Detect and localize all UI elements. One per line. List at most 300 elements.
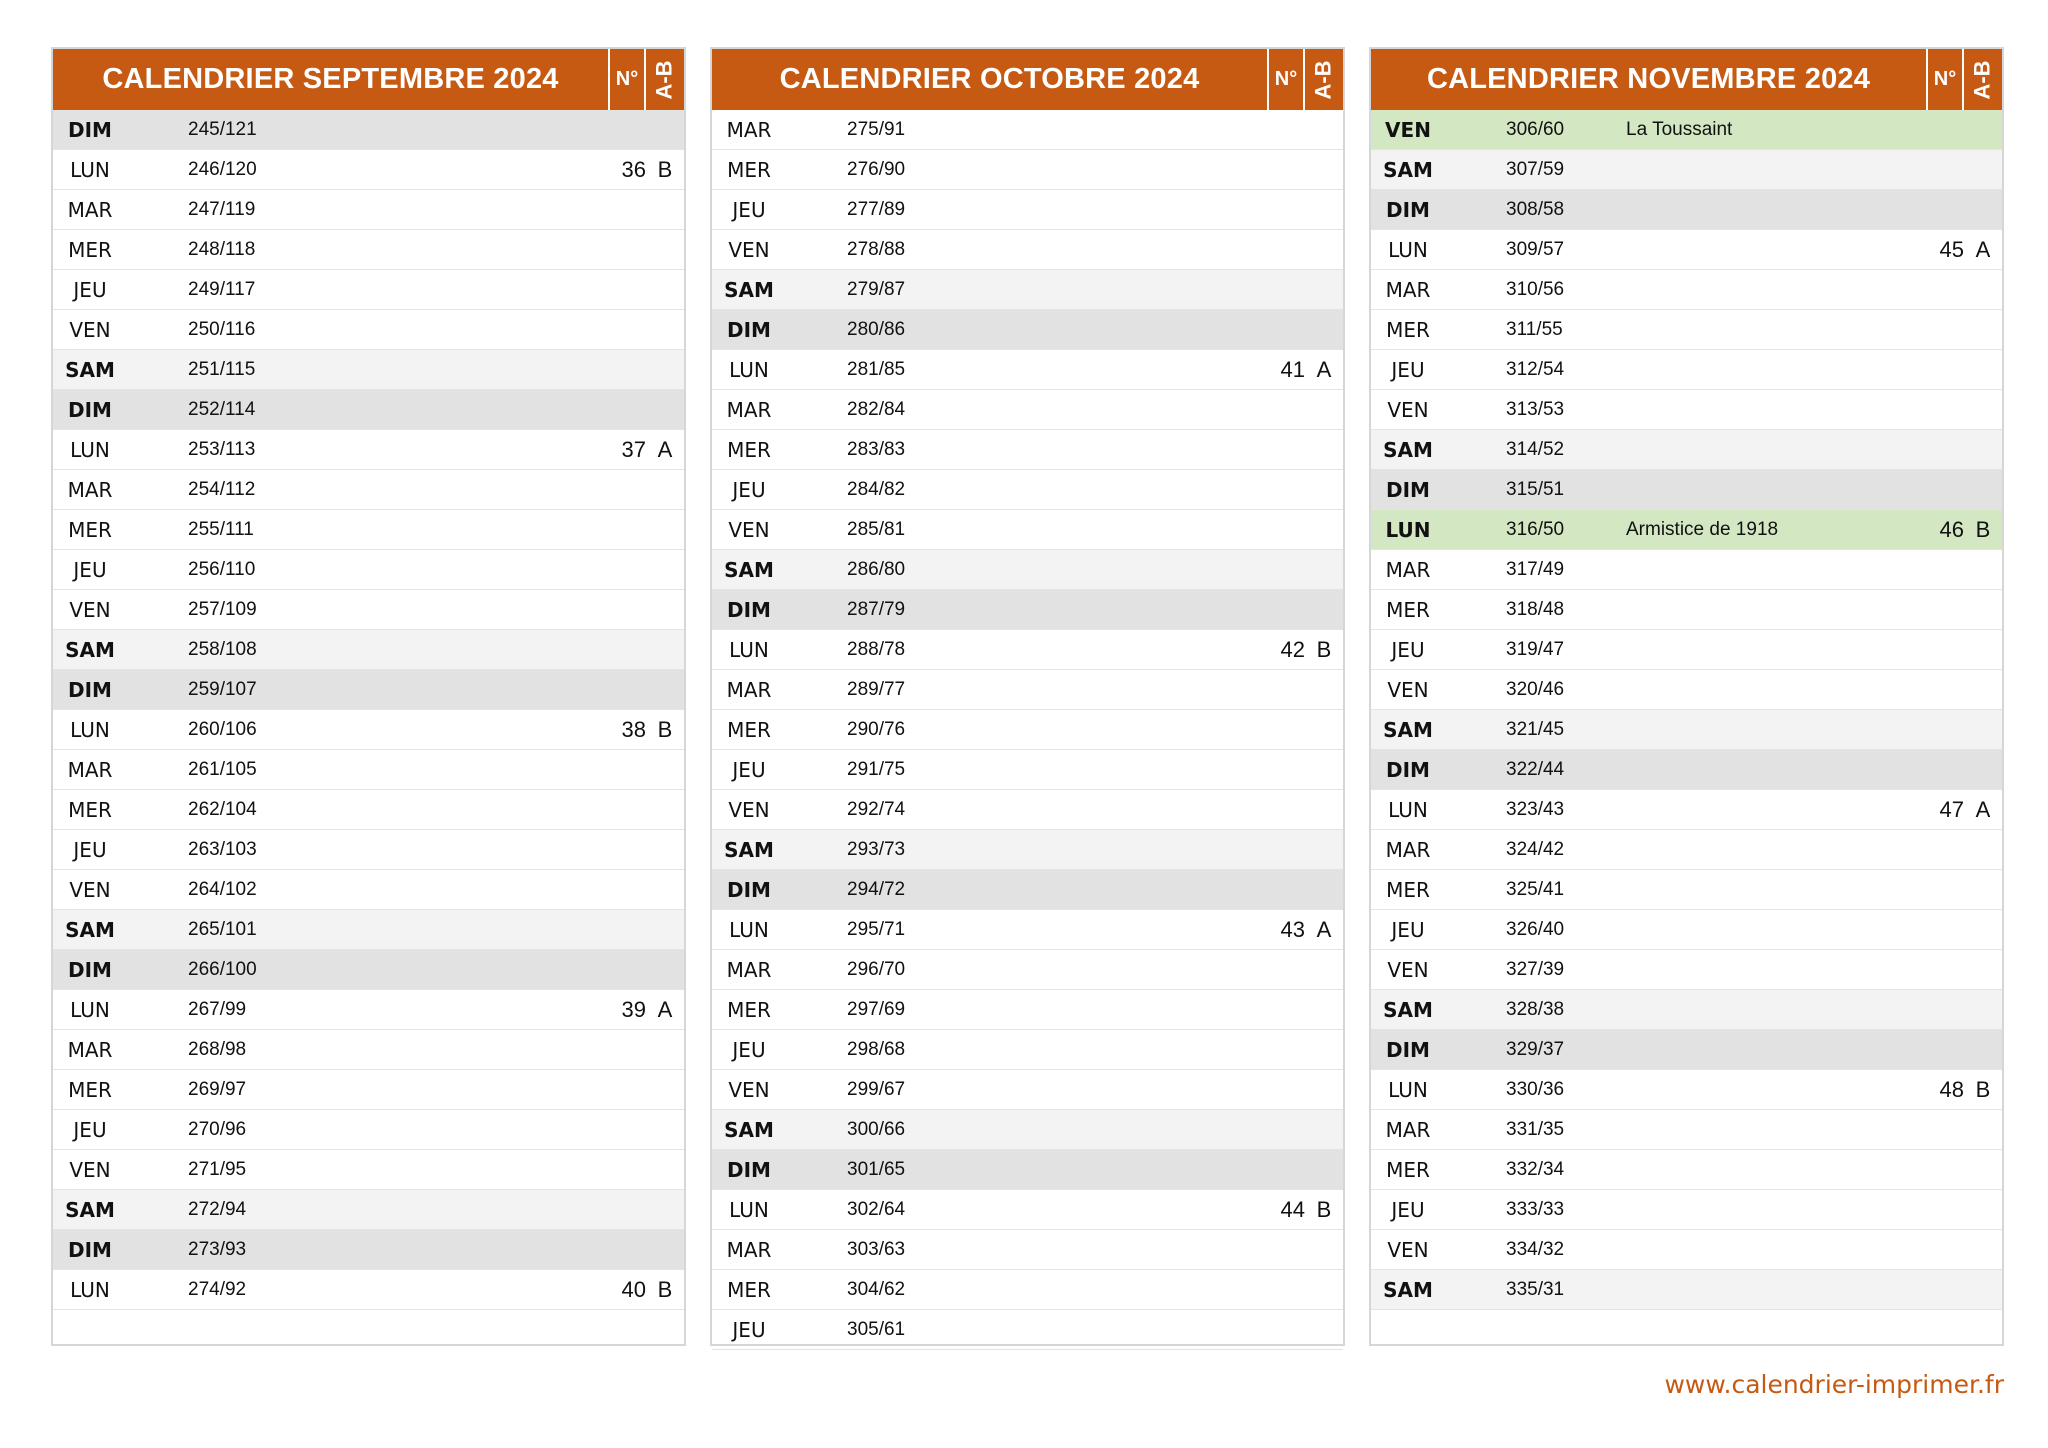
day-name: JEU (73, 277, 107, 302)
ab-week: A (657, 996, 673, 1022)
day-name: MER (727, 1277, 771, 1302)
day-name: LUN (1385, 517, 1431, 542)
ab-week: A (1316, 916, 1332, 942)
day-name: DIM (68, 677, 112, 702)
week-number: 40 (621, 1276, 646, 1302)
day-of-year: 329/37 (1506, 1038, 1565, 1060)
event-label: La Toussaint (1626, 118, 1733, 140)
day-of-year: 268/98 (188, 1038, 247, 1060)
day-of-year: 296/70 (847, 958, 906, 980)
day-name: DIM (727, 317, 771, 342)
week-number: 39 (621, 996, 646, 1022)
day-row (1371, 750, 2002, 790)
day-of-year: 293/73 (847, 838, 906, 860)
day-row (53, 630, 684, 670)
day-name: MER (1386, 317, 1430, 342)
day-row (1371, 670, 2002, 710)
day-of-year: 260/106 (188, 718, 257, 740)
day-of-year: 287/79 (847, 598, 906, 620)
day-row (1371, 190, 2002, 230)
day-of-year: 302/64 (847, 1198, 906, 1220)
day-name: JEU (732, 1037, 766, 1062)
ab-week-header: A-B (1962, 49, 2002, 110)
day-row (712, 1190, 1343, 1230)
day-row (53, 270, 684, 310)
day-of-year: 258/108 (188, 638, 257, 660)
day-name: VEN (69, 1157, 111, 1182)
day-of-year: 312/54 (1506, 358, 1565, 380)
day-of-year: 320/46 (1506, 678, 1565, 700)
month-panel-october (710, 47, 1345, 1346)
ab-week-header: A-B (644, 49, 684, 110)
week-number: 48 (1939, 1076, 1964, 1102)
day-of-year: 278/88 (847, 238, 906, 260)
week-number-header: N° (1926, 49, 1962, 110)
day-row (53, 430, 684, 470)
day-row (712, 1310, 1343, 1350)
day-of-year: 305/61 (847, 1318, 906, 1340)
day-name: MER (68, 1077, 112, 1102)
day-name: LUN (70, 437, 110, 462)
day-name: LUN (729, 357, 769, 382)
day-of-year: 304/62 (847, 1278, 906, 1300)
day-of-year: 295/71 (847, 918, 906, 940)
day-row (53, 1230, 684, 1270)
day-row (53, 950, 684, 990)
day-name: DIM (68, 397, 112, 422)
day-row (1371, 310, 2002, 350)
day-of-year: 251/115 (188, 358, 256, 380)
footer-website-link[interactable]: www.calendrier-imprimer.fr (1664, 1370, 2004, 1399)
day-of-year: 300/66 (847, 1118, 906, 1140)
day-row (1371, 350, 2002, 390)
day-of-year: 309/57 (1506, 238, 1565, 260)
day-row (1371, 470, 2002, 510)
day-of-year: 310/56 (1506, 278, 1565, 300)
day-name: MER (68, 237, 112, 262)
day-row (712, 270, 1343, 310)
day-name: JEU (1391, 357, 1425, 382)
day-row (53, 1190, 684, 1230)
day-of-year: 246/120 (188, 158, 257, 180)
day-of-year: 275/91 (847, 118, 906, 140)
day-name: VEN (728, 237, 770, 262)
day-name: VEN (69, 597, 111, 622)
day-name: VEN (1387, 957, 1429, 982)
day-of-year: 269/97 (188, 1078, 247, 1100)
day-of-year: 286/80 (847, 558, 906, 580)
day-of-year: 314/52 (1506, 438, 1565, 460)
day-of-year: 245/121 (188, 118, 257, 140)
day-row (712, 510, 1343, 550)
day-name: MER (68, 517, 112, 542)
day-row (1371, 1150, 2002, 1190)
day-of-year: 316/50 (1506, 518, 1565, 540)
week-number-header: N° (1267, 49, 1303, 110)
day-name: VEN (69, 877, 111, 902)
day-row (712, 630, 1343, 670)
day-of-year: 276/90 (847, 158, 906, 180)
day-row (1371, 1070, 2002, 1110)
day-row (1371, 1030, 2002, 1070)
day-name: SAM (1383, 437, 1433, 462)
day-row (1371, 430, 2002, 470)
day-name: MAR (1385, 277, 1431, 302)
day-row (712, 230, 1343, 270)
day-of-year: 330/36 (1506, 1078, 1565, 1100)
empty-row (53, 1310, 684, 1350)
day-of-year: 331/35 (1506, 1118, 1565, 1140)
day-name: MAR (1385, 557, 1431, 582)
month-panel-november (1369, 47, 2004, 1346)
day-of-year: 256/110 (188, 558, 256, 580)
day-of-year: 282/84 (847, 398, 906, 420)
day-name: SAM (65, 917, 115, 942)
day-of-year: 325/41 (1506, 878, 1565, 900)
day-of-year: 285/81 (847, 518, 906, 540)
ab-week: A (1316, 356, 1332, 382)
day-of-year: 306/60 (1506, 118, 1565, 140)
day-name: LUN (70, 717, 110, 742)
week-number: 38 (621, 716, 646, 742)
day-of-year: 299/67 (847, 1078, 906, 1100)
day-name: JEU (1391, 1197, 1425, 1222)
day-of-year: 273/93 (188, 1238, 247, 1260)
day-name: DIM (1386, 1037, 1430, 1062)
event-label: Armistice de 1918 (1626, 518, 1779, 540)
week-number: 42 (1280, 636, 1305, 662)
day-row (53, 670, 684, 710)
day-of-year: 261/105 (188, 758, 257, 780)
day-of-year: 303/63 (847, 1238, 906, 1260)
day-name: VEN (69, 317, 111, 342)
day-name: JEU (73, 1117, 107, 1142)
day-of-year: 326/40 (1506, 918, 1565, 940)
day-row (712, 1030, 1343, 1070)
day-name: SAM (65, 637, 115, 662)
day-of-year: 284/82 (847, 478, 906, 500)
day-name: MER (727, 717, 771, 742)
day-of-year: 327/39 (1506, 958, 1565, 980)
day-row (712, 710, 1343, 750)
ab-week-header: A-B (1303, 49, 1343, 110)
day-of-year: 270/96 (188, 1118, 247, 1140)
day-name: JEU (732, 757, 766, 782)
day-of-year: 249/117 (188, 278, 256, 300)
day-row (53, 830, 684, 870)
day-name: SAM (724, 1117, 774, 1142)
ab-week: A (1975, 236, 1991, 262)
day-name: DIM (1386, 477, 1430, 502)
month-header (1371, 49, 2002, 110)
day-row (712, 950, 1343, 990)
day-name: SAM (65, 357, 115, 382)
ab-week: B (1975, 516, 1991, 542)
day-name: LUN (70, 997, 110, 1022)
day-name: LUN (1388, 797, 1428, 822)
day-name: MAR (726, 117, 772, 142)
day-name: VEN (1385, 117, 1431, 142)
day-row (53, 710, 684, 750)
day-row (712, 150, 1343, 190)
week-number: 44 (1280, 1196, 1305, 1222)
day-row (1371, 710, 2002, 750)
day-of-year: 280/86 (847, 318, 906, 340)
week-number: 46 (1939, 516, 1964, 542)
day-row (53, 1070, 684, 1110)
day-name: DIM (68, 117, 112, 142)
day-of-year: 324/42 (1506, 838, 1565, 860)
day-of-year: 281/85 (847, 358, 906, 380)
day-name: LUN (729, 637, 769, 662)
day-row (1371, 910, 2002, 950)
day-row (712, 1230, 1343, 1270)
day-row (1371, 830, 2002, 870)
day-row (53, 1150, 684, 1190)
ab-week: A (657, 436, 673, 462)
day-name: JEU (1391, 917, 1425, 942)
day-row (1371, 1190, 2002, 1230)
day-name: VEN (1387, 397, 1429, 422)
month-title: CALENDRIER NOVEMBRE 2024 (1426, 63, 1871, 95)
day-name: SAM (724, 557, 774, 582)
day-name: JEU (1391, 637, 1425, 662)
day-of-year: 257/109 (188, 598, 257, 620)
day-row (53, 150, 684, 190)
month-panel-september (51, 47, 686, 1346)
day-of-year: 323/43 (1506, 798, 1565, 820)
day-row (712, 1150, 1343, 1190)
week-number: 36 (621, 156, 646, 182)
day-name: SAM (1383, 717, 1433, 742)
day-row (53, 110, 684, 150)
day-row (712, 750, 1343, 790)
day-name: VEN (1387, 1237, 1429, 1262)
day-row (712, 1070, 1343, 1110)
ab-week: B (1316, 1196, 1332, 1222)
day-row (712, 910, 1343, 950)
day-name: SAM (724, 837, 774, 862)
day-name: MAR (726, 957, 772, 982)
day-of-year: 301/65 (847, 1158, 906, 1180)
day-of-year: 294/72 (847, 878, 906, 900)
week-number-header: N° (608, 49, 644, 110)
day-row (712, 830, 1343, 870)
day-name: DIM (1386, 197, 1430, 222)
day-row (53, 310, 684, 350)
day-of-year: 274/92 (188, 1278, 247, 1300)
day-rows (53, 110, 684, 1350)
day-name: MER (727, 157, 771, 182)
day-name: LUN (70, 1277, 110, 1302)
day-name: MER (68, 797, 112, 822)
week-number: 37 (621, 436, 646, 462)
day-of-year: 267/99 (188, 998, 247, 1020)
day-of-year: 308/58 (1506, 198, 1565, 220)
month-header (53, 49, 684, 110)
ab-week: B (657, 1276, 673, 1302)
day-row (712, 310, 1343, 350)
day-of-year: 335/31 (1506, 1278, 1565, 1300)
day-name: JEU (732, 477, 766, 502)
day-name: MAR (1385, 837, 1431, 862)
month-header (712, 49, 1343, 110)
day-row (1371, 590, 2002, 630)
day-name: MAR (67, 1037, 113, 1062)
month-title: CALENDRIER OCTOBRE 2024 (779, 63, 1200, 95)
ab-week: B (657, 716, 673, 742)
month-title: CALENDRIER SEPTEMBRE 2024 (102, 63, 559, 95)
day-row (1371, 510, 2002, 550)
day-of-year: 247/119 (188, 198, 256, 220)
day-name: SAM (1383, 157, 1433, 182)
day-of-year: 250/116 (188, 318, 256, 340)
day-row (53, 870, 684, 910)
day-of-year: 279/87 (847, 278, 906, 300)
day-of-year: 317/49 (1506, 558, 1565, 580)
day-row (53, 470, 684, 510)
ab-week: B (1316, 636, 1332, 662)
day-rows (1371, 110, 2002, 1350)
day-name: LUN (1388, 1077, 1428, 1102)
day-row (712, 870, 1343, 910)
day-of-year: 288/78 (847, 638, 906, 660)
day-name: JEU (73, 837, 107, 862)
day-name: LUN (1388, 237, 1428, 262)
day-row (712, 390, 1343, 430)
day-name: DIM (68, 957, 112, 982)
day-row (53, 230, 684, 270)
day-of-year: 264/102 (188, 878, 257, 900)
day-row (53, 1270, 684, 1310)
day-row (53, 1030, 684, 1070)
day-name: SAM (724, 277, 774, 302)
day-name: MAR (726, 677, 772, 702)
day-row (712, 670, 1343, 710)
day-name: MAR (726, 1237, 772, 1262)
day-row (53, 790, 684, 830)
day-of-year: 332/34 (1506, 1158, 1565, 1180)
day-name: MER (727, 437, 771, 462)
day-row (712, 550, 1343, 590)
day-name: VEN (1387, 677, 1429, 702)
day-row (712, 470, 1343, 510)
empty-row (1371, 1310, 2002, 1350)
day-name: LUN (729, 917, 769, 942)
week-number: 43 (1280, 916, 1305, 942)
day-row (712, 430, 1343, 470)
day-row (1371, 990, 2002, 1030)
day-row (53, 990, 684, 1030)
day-of-year: 290/76 (847, 718, 906, 740)
day-row (1371, 150, 2002, 190)
day-of-year: 322/44 (1506, 758, 1565, 780)
day-name: VEN (728, 517, 770, 542)
day-name: MER (727, 997, 771, 1022)
day-row (1371, 230, 2002, 270)
week-number: 45 (1939, 236, 1964, 262)
day-row (53, 910, 684, 950)
day-of-year: 255/111 (188, 518, 254, 540)
day-of-year: 334/32 (1506, 1238, 1565, 1260)
day-row (1371, 790, 2002, 830)
day-name: MAR (67, 477, 113, 502)
day-of-year: 271/95 (188, 1158, 247, 1180)
day-name: DIM (727, 877, 771, 902)
day-name: LUN (729, 1197, 769, 1222)
day-row (712, 1270, 1343, 1310)
day-of-year: 254/112 (188, 478, 256, 500)
day-of-year: 318/48 (1506, 598, 1565, 620)
day-name: JEU (732, 1317, 766, 1342)
day-row (1371, 550, 2002, 590)
day-of-year: 291/75 (847, 758, 906, 780)
day-of-year: 311/55 (1506, 318, 1563, 340)
day-of-year: 262/104 (188, 798, 257, 820)
day-name: LUN (70, 157, 110, 182)
day-of-year: 307/59 (1506, 158, 1565, 180)
day-name: MAR (726, 397, 772, 422)
day-row (53, 390, 684, 430)
day-row (712, 990, 1343, 1030)
day-of-year: 313/53 (1506, 398, 1565, 420)
day-of-year: 328/38 (1506, 998, 1565, 1020)
day-name: SAM (1383, 997, 1433, 1022)
day-of-year: 277/89 (847, 198, 906, 220)
day-rows (712, 110, 1343, 1350)
day-of-year: 259/107 (188, 678, 257, 700)
ab-week: B (1975, 1076, 1991, 1102)
day-name: DIM (727, 597, 771, 622)
day-row (712, 1110, 1343, 1150)
day-row (712, 190, 1343, 230)
day-of-year: 319/47 (1506, 638, 1565, 660)
ab-week: A (1975, 796, 1991, 822)
day-name: MER (1386, 597, 1430, 622)
day-name: VEN (728, 797, 770, 822)
day-of-year: 253/113 (188, 438, 256, 460)
day-row (1371, 870, 2002, 910)
day-of-year: 266/100 (188, 958, 257, 980)
day-row (53, 750, 684, 790)
week-number: 41 (1280, 356, 1305, 382)
week-number: 47 (1939, 796, 1964, 822)
day-name: MAR (67, 757, 113, 782)
day-name: JEU (73, 557, 107, 582)
day-name: DIM (68, 1237, 112, 1262)
day-row (53, 550, 684, 590)
day-of-year: 263/103 (188, 838, 257, 860)
day-name: SAM (65, 1197, 115, 1222)
day-row (1371, 1270, 2002, 1310)
day-row (53, 1110, 684, 1150)
day-name: MER (1386, 877, 1430, 902)
day-name: SAM (1383, 1277, 1433, 1302)
day-of-year: 321/45 (1506, 718, 1565, 740)
day-of-year: 272/94 (188, 1198, 247, 1220)
ab-week: B (657, 156, 673, 182)
day-of-year: 297/69 (847, 998, 906, 1020)
day-of-year: 283/83 (847, 438, 906, 460)
day-row (1371, 390, 2002, 430)
day-row (1371, 1230, 2002, 1270)
day-row (1371, 950, 2002, 990)
day-row (712, 790, 1343, 830)
day-row (1371, 110, 2002, 150)
day-row (53, 190, 684, 230)
day-row (1371, 270, 2002, 310)
day-of-year: 248/118 (188, 238, 256, 260)
